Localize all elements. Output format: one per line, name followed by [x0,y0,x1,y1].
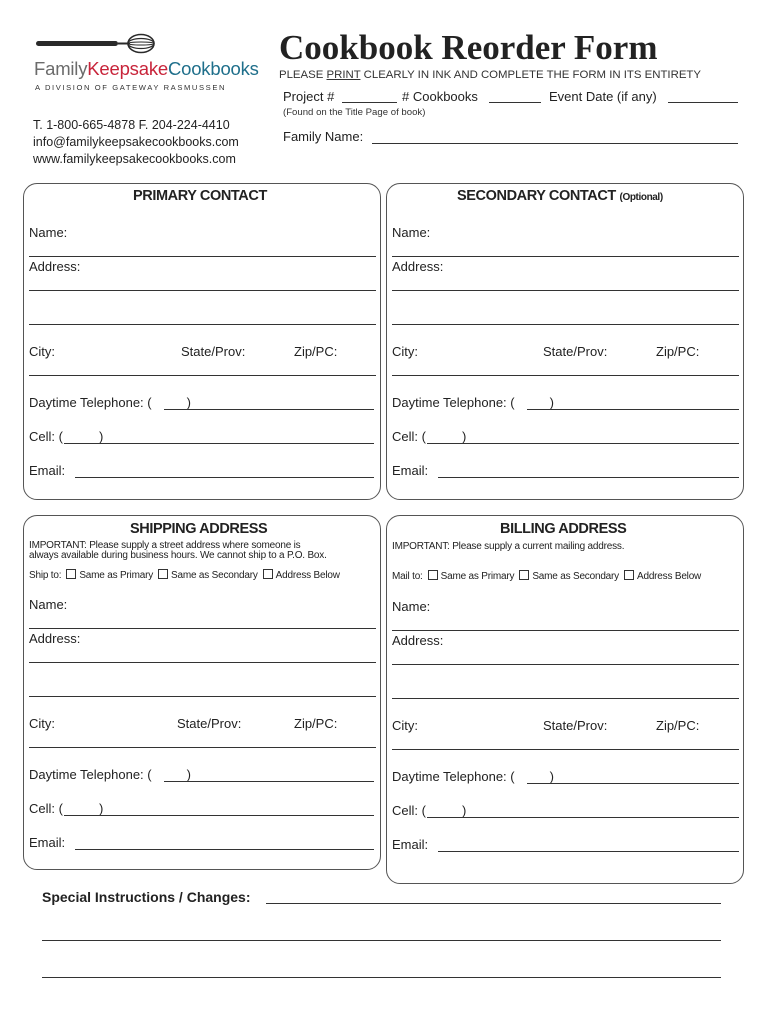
secondary-name-field[interactable] [392,256,739,257]
project-field[interactable] [342,102,397,103]
logo-wordmark: FamilyKeepsakeCookbooks [34,58,259,79]
secondary-address-line1[interactable] [392,290,739,291]
cookbooks-field[interactable] [489,102,541,103]
billing-email-field[interactable] [438,851,739,852]
company-phone-fax: T. 1-800-665-4878 F. 204-224-4410 [33,118,230,132]
event-date-label: Event Date (if any) [549,89,657,104]
family-name-label: Family Name: [283,129,364,144]
primary-contact-panel [23,183,381,500]
primary-email-field[interactable] [75,477,374,478]
print-instruction: PLEASE PRINT CLEARLY IN INK AND COMPLETE THE FORM IN ITS ENTIRETY [279,69,701,81]
billing-address-line2[interactable] [392,698,739,699]
billing-address-line1[interactable] [392,664,739,665]
logo-tagline: A DIVISION OF GATEWAY RASMUSSEN [35,83,227,92]
mail-address-below-checkbox[interactable] [624,570,634,580]
special-instructions-line3[interactable] [42,977,721,978]
billing-email-label: Email: [392,837,429,852]
ship-same-secondary-checkbox[interactable] [158,569,168,579]
shipping-city-field[interactable] [29,747,376,748]
shipping-name-label: Name: [29,597,68,612]
mail-same-primary-checkbox[interactable] [428,570,438,580]
primary-address-line2[interactable] [29,324,376,325]
billing-state-label: State/Prov: [543,718,608,733]
primary-zip-label: Zip/PC: [294,344,338,359]
shipping-daytime-field[interactable] [164,781,374,782]
shipping-note-line1: IMPORTANT: Please supply a street address where someone is [29,540,301,551]
shipping-cell-field[interactable] [64,815,374,816]
shipping-city-label: City: [29,716,55,731]
primary-address-line1[interactable] [29,290,376,291]
mail-to-options: Mail to: Same as Primary Same as Secondary Address Below [392,571,702,582]
page-title: Cookbook Reorder Form [279,28,658,67]
special-instructions-label: Special Instructions / Changes: [42,889,251,905]
whisk-icon [34,32,156,58]
shipping-note-line2: always available during business hours. We cannot ship to a P.O. Box. [29,550,327,561]
secondary-cell-label: Cell: ( ) [392,429,467,444]
primary-name-field[interactable] [29,256,376,257]
primary-cell-label: Cell: ( ) [29,429,104,444]
ship-address-below-checkbox[interactable] [263,569,273,579]
primary-address-label: Address: [29,259,81,274]
secondary-daytime-label: Daytime Telephone: ( ) [392,395,554,410]
mail-same-secondary-checkbox[interactable] [519,570,529,580]
shipping-address-line1[interactable] [29,662,376,663]
event-date-field[interactable] [668,102,738,103]
shipping-cell-label: Cell: ( ) [29,801,104,816]
secondary-address-line2[interactable] [392,324,739,325]
secondary-zip-label: Zip/PC: [656,344,700,359]
primary-name-label: Name: [29,225,68,240]
company-email: info@familykeepsakecookbooks.com [33,135,239,149]
billing-zip-label: Zip/PC: [656,718,700,733]
secondary-daytime-field[interactable] [527,409,739,410]
special-instructions-line2[interactable] [42,940,721,941]
company-website: www.familykeepsakecookbooks.com [33,152,236,166]
billing-city-field[interactable] [392,749,739,750]
ship-to-options: Ship to: Same as Primary Same as Secondary Address Below [29,570,340,581]
secondary-contact-title: SECONDARY CONTACT (Optional) [457,188,663,204]
family-name-field[interactable] [372,143,738,144]
billing-address-label: Address: [392,633,444,648]
ship-same-primary-checkbox[interactable] [66,569,76,579]
shipping-address-label: Address: [29,631,81,646]
billing-address-title: BILLING ADDRESS [500,521,627,537]
billing-daytime-label: Daytime Telephone: ( ) [392,769,554,784]
cookbooks-label: # Cookbooks [402,89,478,104]
shipping-address-title: SHIPPING ADDRESS [130,521,268,537]
secondary-name-label: Name: [392,225,431,240]
primary-city-field[interactable] [29,375,376,376]
primary-city-label: City: [29,344,55,359]
shipping-name-field[interactable] [29,628,376,629]
shipping-email-field[interactable] [75,849,374,850]
shipping-address-line2[interactable] [29,696,376,697]
billing-note: IMPORTANT: Please supply a current mailing address. [392,541,625,552]
billing-name-field[interactable] [392,630,739,631]
shipping-zip-label: Zip/PC: [294,716,338,731]
primary-cell-field[interactable] [64,443,374,444]
title-page-note: (Found on the Title Page of book) [283,107,426,118]
billing-city-label: City: [392,718,418,733]
primary-daytime-field[interactable] [164,409,374,410]
secondary-state-label: State/Prov: [543,344,608,359]
project-label: Project # [283,89,335,104]
secondary-city-label: City: [392,344,418,359]
secondary-contact-panel [386,183,744,500]
special-instructions-line1[interactable] [266,903,721,904]
secondary-cell-field[interactable] [427,443,739,444]
primary-daytime-label: Daytime Telephone: ( ) [29,395,191,410]
primary-contact-title: PRIMARY CONTACT [133,188,267,204]
billing-name-label: Name: [392,599,431,614]
billing-daytime-field[interactable] [527,783,739,784]
secondary-email-field[interactable] [438,477,739,478]
billing-cell-label: Cell: ( ) [392,803,467,818]
secondary-email-label: Email: [392,463,429,478]
secondary-address-label: Address: [392,259,444,274]
shipping-daytime-label: Daytime Telephone: ( ) [29,767,191,782]
billing-cell-field[interactable] [427,817,739,818]
primary-email-label: Email: [29,463,66,478]
primary-state-label: State/Prov: [181,344,246,359]
secondary-city-field[interactable] [392,375,739,376]
shipping-email-label: Email: [29,835,66,850]
shipping-state-label: State/Prov: [177,716,242,731]
